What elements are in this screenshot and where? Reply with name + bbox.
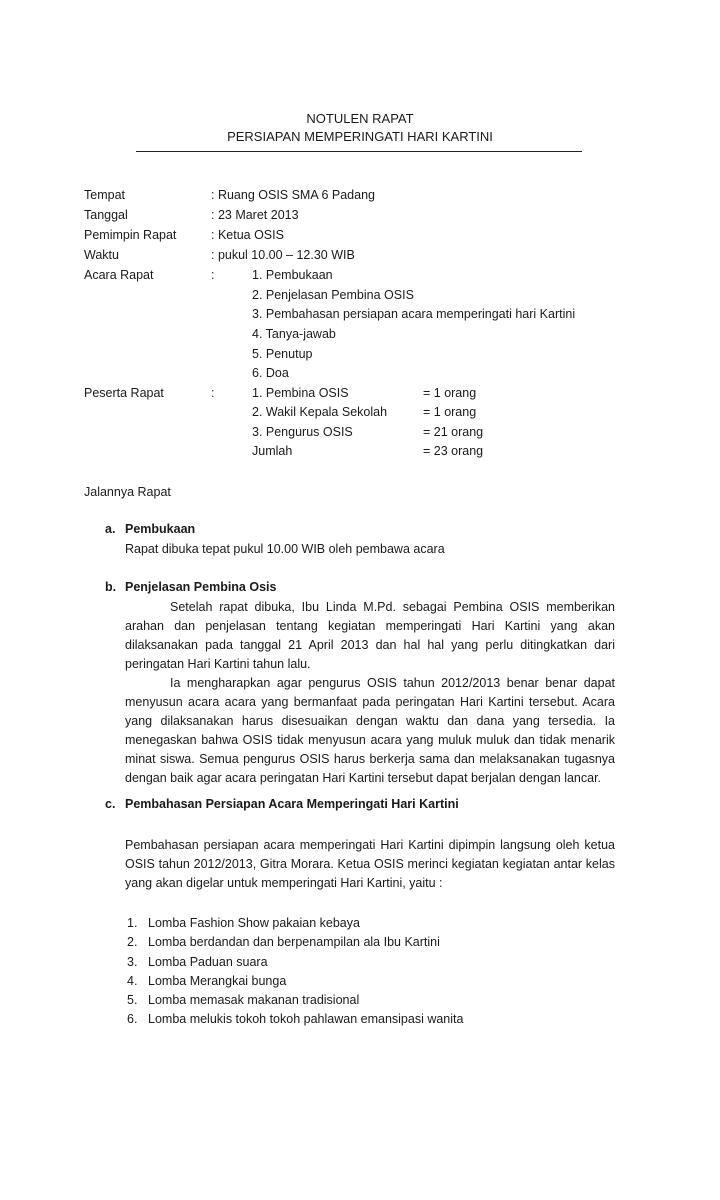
peserta-colon: : [211,386,215,400]
list-item-number: 6. [127,1012,138,1027]
waktu-label: Waktu [84,248,119,262]
peserta-count: = 1 orang [423,405,477,419]
list-item-number: 2. [127,935,138,950]
tanggal-value: : 23 Maret 2013 [211,208,299,222]
section-a-text: Rapat dibuka tepat pukul 10.00 WIB oleh pembawa acara [125,542,445,556]
peserta-total-label: Jumlah [252,444,293,458]
list-item-number: 3. [127,954,138,969]
section-b-body [125,598,615,788]
list-item-number: 4. [127,973,138,988]
list-item-number: 1. [127,916,138,930]
peserta-name: 3. Pengurus OSIS [252,425,353,439]
tanggal-label: Tanggal [84,208,128,222]
peserta-count: = 21 orang [423,425,484,439]
list-item [127,991,463,1010]
list-item-text: Lomba memasak makanan tradisional [148,993,360,1008]
acara-item: 2. Penjelasan Pembina OSIS [252,288,414,302]
peserta-count: = 1 orang [423,386,477,400]
waktu-value: : pukul 10.00 – 12.30 WIB [211,248,355,262]
lomba-list [127,914,463,1030]
title-divider [136,151,582,152]
acara-item: 5. Penutup [252,347,313,361]
section-c-marker: c. [105,797,116,811]
list-item-number: 5. [127,993,138,1008]
list-item [127,972,463,991]
section-c-paragraph: Pembahasan persiapan acara memperingati Hari Kartini dipimpin langsung oleh ketua OSIS tahun 2012/2013, Gitra Morara. Ketua OSIS merinci kegiatan kegiatan antar kelas yang akan digelar untuk memperingati Hari Kartini, yaitu : [125,838,615,890]
section-b-paragraph-2: Ia mengharapkan agar pengurus OSIS tahun 2012/2013 benar benar dapat menyusun acara acara yang bermanfaat pada peringatan Hari Kartini tersebut. Acara yang dilaksanakan harus disesuaikan dengan waktu dan dana yang tersedia. Ia menegaskan bahwa OSIS tidak menyusun acara yang muluk muluk dan tidak menarik minat siswa. Semua pengurus OSIS harus berkerja sama dan melaksanakan tugasnya dengan baik agar acara peringatan Hari Kartini tersebut dapat berjalan dengan lancar. [125,676,615,785]
list-item-text: Lomba berdandan dan berpenampilan ala Ibu Kartini [148,935,440,950]
document-title: NOTULEN RAPAT [306,111,414,126]
section-b-title: Penjelasan Pembina Osis [125,580,277,594]
pemimpin-label: Pemimpin Rapat [84,228,177,242]
list-item-text: Lomba Paduan suara [148,954,268,969]
list-item [127,1010,463,1029]
section-b-marker: b. [105,580,117,594]
list-item [127,953,463,972]
list-item [127,933,463,952]
tempat-value: : Ruang OSIS SMA 6 Padang [211,188,375,202]
acara-colon: : [211,268,215,282]
list-item-text: Lomba Merangkai bunga [148,973,287,988]
peserta-name: 1. Pembina OSIS [252,386,349,400]
section-b-paragraph-1: Setelah rapat dibuka, Ibu Linda M.Pd. sebagai Pembina OSIS memberikan arahan dan penjelasan tentang kegiatan memperingati Hari Kartini yang akan dilaksanakan pada tanggal 21 April 2013 dan hal hal yang perlu ditingkatkan dari peringatan Hari Kartini tahun lalu. [125,600,615,671]
list-item-text: Lomba melukis tokoh tokoh pahlawan emansipasi wanita [148,1012,464,1027]
acara-item: 1. Pembukaan [252,268,333,282]
tempat-label: Tempat [84,188,125,202]
list-item-text: Lomba Fashion Show pakaian kebaya [148,916,360,930]
acara-item: 3. Pembahasan persiapan acara memperingati hari Kartini [252,307,576,321]
acara-item: 6. Doa [252,366,289,380]
peserta-label: Peserta Rapat [84,386,164,400]
section-a-marker: a. [105,522,116,536]
list-item [127,914,463,933]
peserta-total-count: = 23 orang [423,444,484,458]
peserta-name: 2. Wakil Kepala Sekolah [252,405,388,419]
section-c-title: Pembahasan Persiapan Acara Memperingati Hari Kartini [125,797,459,811]
jalannya-heading: Jalannya Rapat [84,485,171,499]
acara-label: Acara Rapat [84,268,154,282]
pemimpin-value: : Ketua OSIS [211,228,284,242]
section-a-title: Pembukaan [125,522,196,536]
acara-item: 4. Tanya-jawab [252,327,336,341]
document-subtitle: PERSIAPAN MEMPERINGATI HARI KARTINI [227,129,493,144]
